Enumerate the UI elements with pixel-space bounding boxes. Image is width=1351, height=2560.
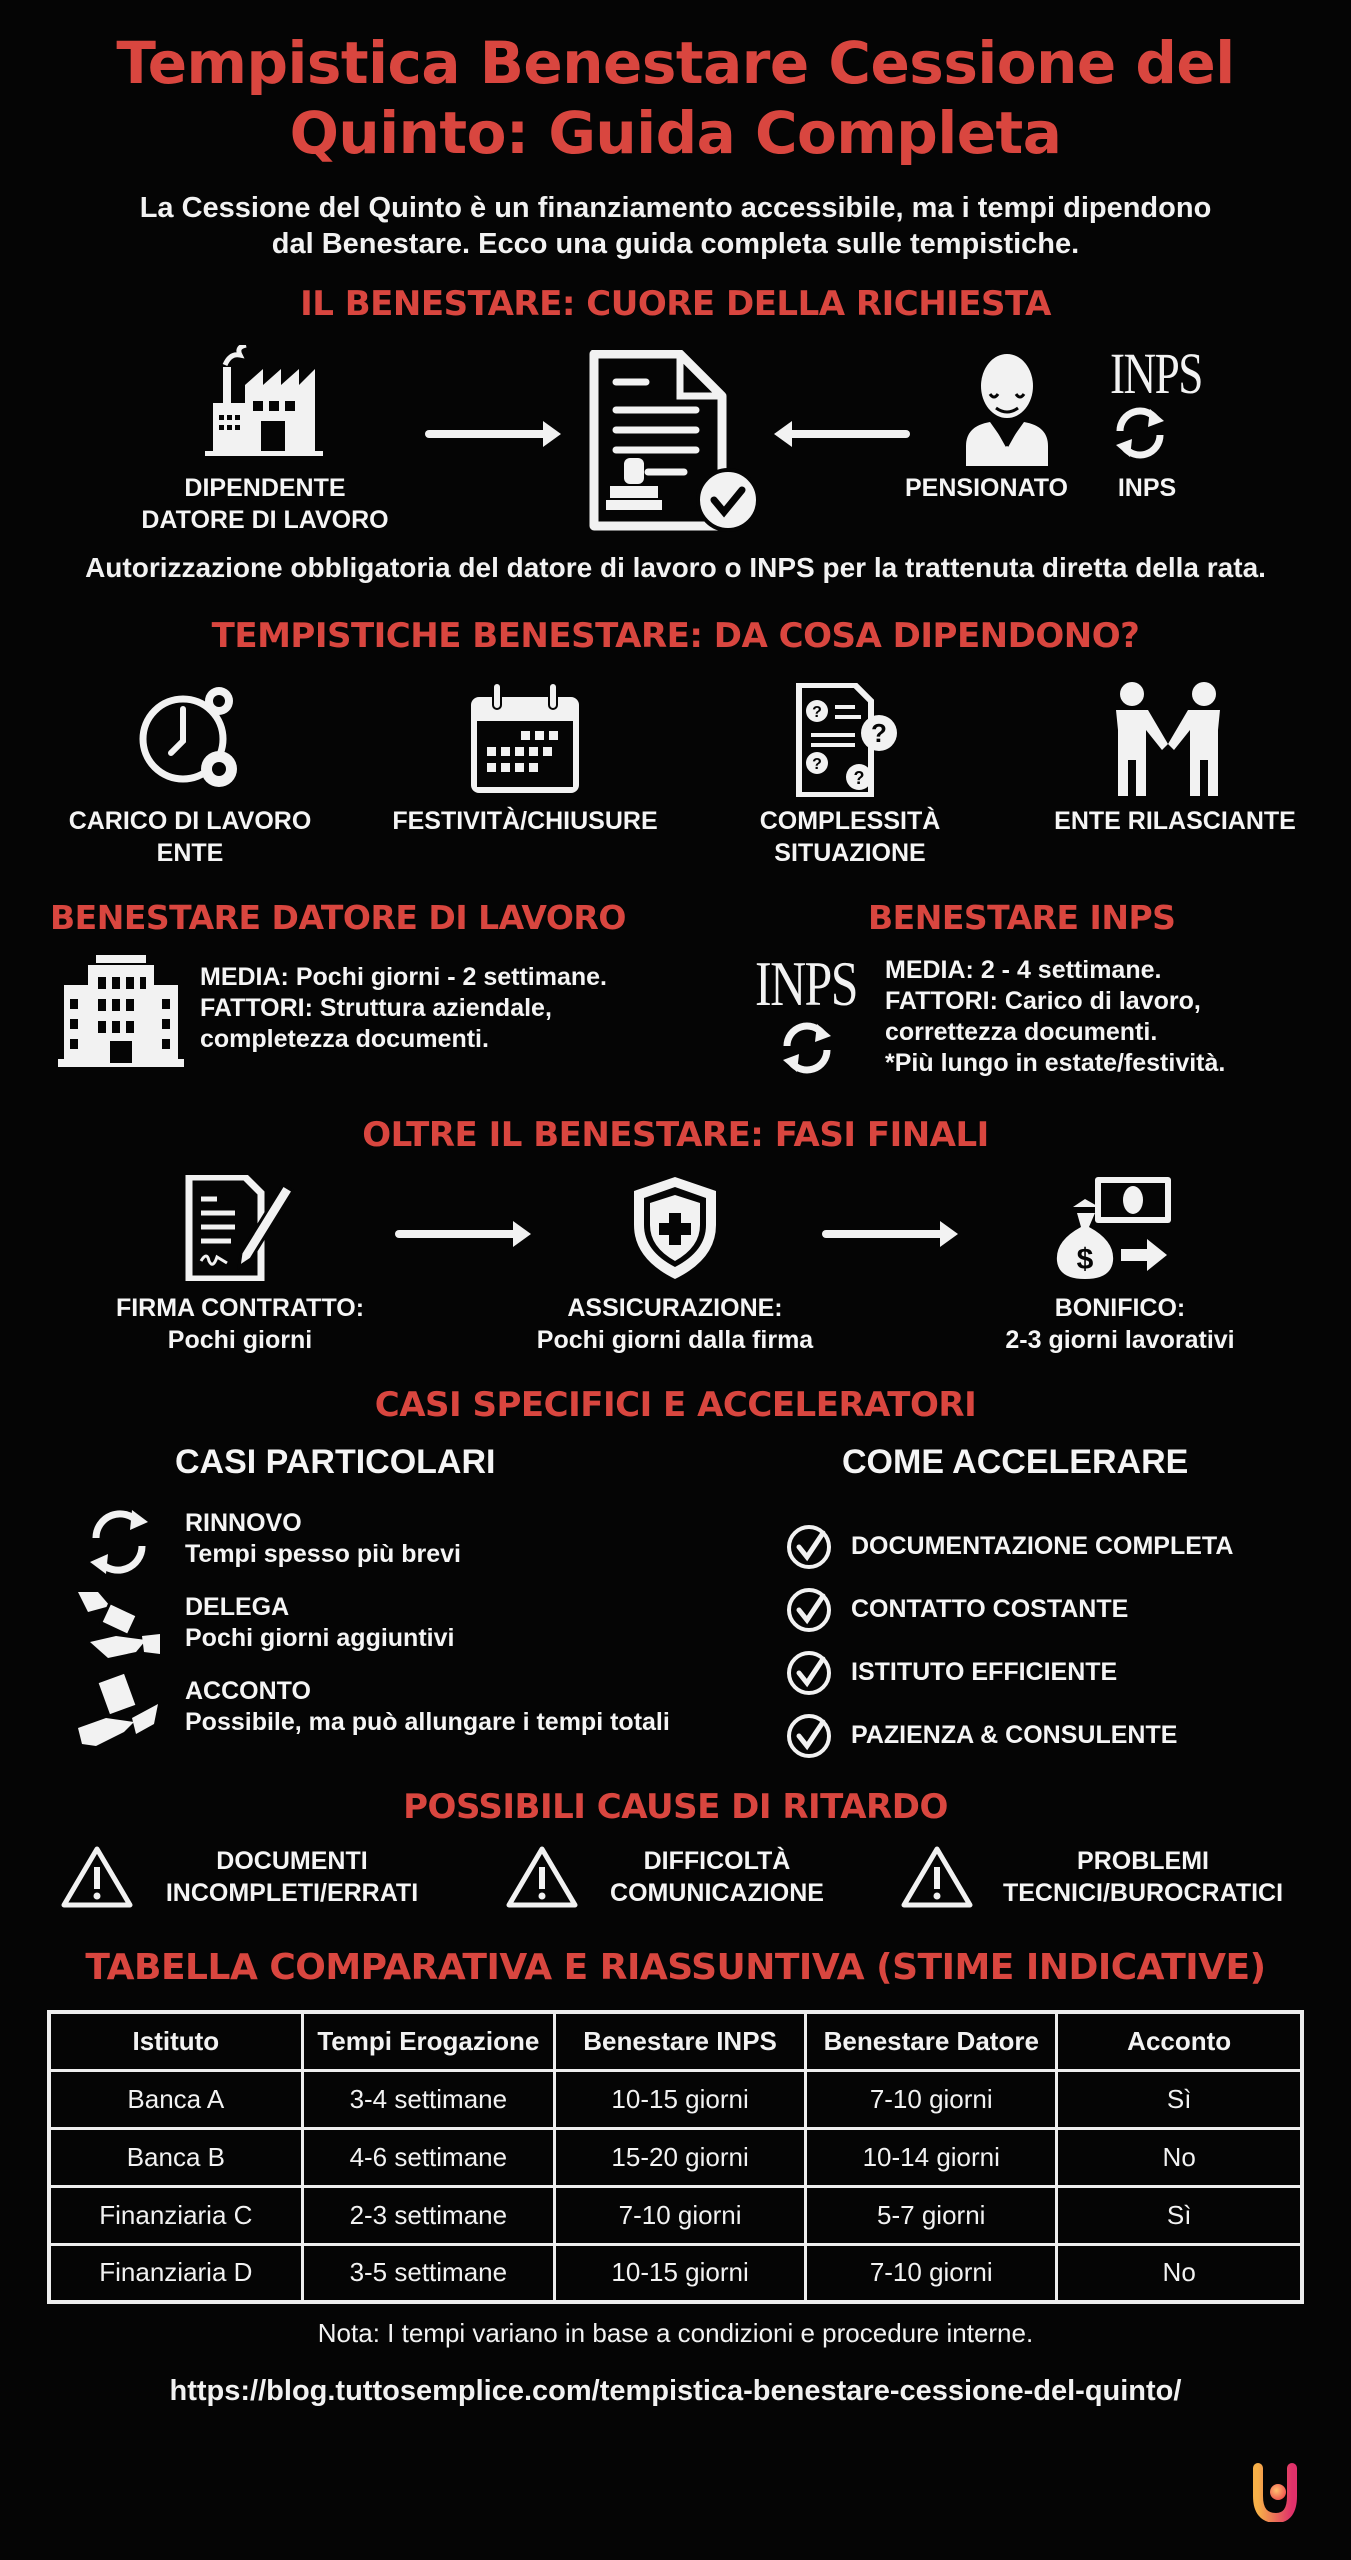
intro-text — [0, 190, 1351, 262]
factor-label-carico — [40, 805, 340, 869]
table-row — [49, 2128, 1302, 2186]
table-cell: No — [1057, 2244, 1302, 2302]
warning-icon — [900, 1845, 974, 1909]
case-title: DELEGA — [185, 1593, 290, 1621]
table-cell: Finanziaria D — [49, 2244, 302, 2302]
accelerare-item — [785, 1641, 1325, 1704]
arrow-right-icon — [425, 430, 555, 438]
comparison-table — [47, 2010, 1304, 2304]
delay-label — [978, 1845, 1308, 1909]
inps-line: *Più lungo in estate/festività. — [885, 1049, 1226, 1077]
inps-line: MEDIA: 2 - 4 settimane. — [885, 956, 1162, 984]
factor-label-complessita — [700, 805, 1000, 869]
inps-logo-icon — [755, 948, 886, 1076]
table-cell: Banca A — [49, 2070, 302, 2128]
document-stamp-check-icon — [588, 350, 760, 532]
source-url-link[interactable]: https://blog.tuttosemplice.com/tempistica-benestare-cessione-del-quinto/ — [169, 2375, 1182, 2407]
label-pensionato: PENSIONATO — [905, 474, 1068, 502]
table-note: Nota: I tempi variano in base a condizioni e procedure interne. — [317, 2318, 1034, 2348]
case-title: ACCONTO — [185, 1677, 311, 1705]
delay-line: INCOMPLETI/ERRATI — [165, 1879, 419, 1907]
check-circle-icon — [785, 1523, 833, 1571]
accelerare-item — [785, 1578, 1325, 1641]
accelerare-item — [785, 1515, 1325, 1578]
intro-line-1: La Cessione del Quinto è un finanziamento accessibile, ma i tempi dipendono — [139, 192, 1212, 224]
accelerare-item — [785, 1704, 1325, 1767]
check-circle-icon — [785, 1586, 833, 1634]
hand-cash-icon — [76, 1672, 160, 1748]
step-bonifico — [960, 1292, 1280, 1356]
document-questions-icon — [795, 683, 905, 797]
inps-logo-text: INPS — [755, 948, 857, 1019]
table-cell: 10-15 giorni — [554, 2070, 805, 2128]
label-inps: INPS — [1117, 474, 1177, 502]
tuttosemplice-logo — [1250, 2462, 1300, 2522]
case-detail: Possibile, ma può allungare i tempi totali — [185, 1708, 670, 1736]
table-cell: 7-10 giorni — [806, 2070, 1057, 2128]
heading-benestare-inps: BENESTARE INPS — [868, 898, 1176, 937]
table-cell: Finanziaria C — [49, 2186, 302, 2244]
accelerare-label: DOCUMENTAZIONE COMPLETA — [851, 1532, 1234, 1560]
delay-line: DIFFICOLTÀ — [643, 1847, 791, 1875]
section-heading-delays: POSSIBILI CAUSE DI RITARDO — [403, 1787, 948, 1827]
delay-line: DOCUMENTI — [216, 1847, 368, 1875]
case-acconto — [185, 1676, 670, 1738]
clock-gears-icon — [135, 683, 249, 795]
factor-line: FESTIVITÀ/CHIUSURE — [392, 807, 658, 835]
step-detail: 2-3 giorni lavorativi — [1005, 1326, 1235, 1354]
inps-logo-text: INPS — [1110, 341, 1202, 406]
step-assicurazione — [500, 1292, 850, 1356]
table-row — [49, 2070, 1302, 2128]
table-cell: 7-10 giorni — [806, 2244, 1057, 2302]
inps-details — [885, 955, 1225, 1079]
factory-icon — [205, 345, 323, 457]
section-heading-table: TABELLA COMPARATIVA E RIASSUNTIVA (STIME INDICATIVE) — [85, 1947, 1266, 1988]
step-detail: Pochi giorni — [167, 1326, 313, 1354]
step-detail: Pochi giorni dalla firma — [536, 1326, 814, 1354]
delay-label — [142, 1845, 442, 1909]
column-header: Istituto — [49, 2012, 302, 2070]
svg-text:?: ? — [853, 768, 865, 788]
case-delega — [185, 1592, 454, 1654]
table-row — [49, 2244, 1302, 2302]
benestare-description: Autorizzazione obbligatoria del datore di lavoro o INPS per la trattenuta diretta della rata. — [85, 552, 1266, 583]
inps-line: correttezza documenti. — [885, 1018, 1158, 1046]
label-dipendente — [115, 472, 415, 536]
delay-line: PROBLEMI — [1077, 1847, 1209, 1875]
table-cell: Sì — [1057, 2186, 1302, 2244]
title-line-2: Quinto: Guida Completa — [289, 99, 1062, 167]
section-heading-cases: CASI SPECIFICI E ACCELERATORI — [374, 1385, 977, 1425]
step-title: BONIFICO: — [1054, 1294, 1186, 1322]
factor-line: ENTE RILASCIANTE — [1054, 807, 1296, 835]
step-title: ASSICURAZIONE: — [567, 1294, 783, 1322]
step-firma — [80, 1292, 400, 1356]
section-heading-factors: TEMPISTICHE BENESTARE: DA COSA DIPENDONO? — [211, 616, 1140, 656]
delay-label — [587, 1845, 847, 1909]
datore-line: completezza documenti. — [200, 1025, 489, 1053]
step-title: FIRMA CONTRATTO: — [115, 1294, 365, 1322]
heading-benestare-datore: BENESTARE DATORE DI LAVORO — [50, 898, 626, 937]
svg-text:?: ? — [812, 756, 822, 773]
section-heading-final: OLTRE IL BENESTARE: FASI FINALI — [362, 1115, 989, 1155]
delay-line: TECNICI/BUROCRATICI — [1002, 1879, 1284, 1907]
warning-icon — [505, 1845, 579, 1909]
accelerare-label: PAZIENZA & CONSULENTE — [851, 1721, 1178, 1749]
table-cell: 3-4 settimane — [302, 2070, 554, 2128]
factor-line: ENTE — [156, 839, 224, 867]
accelerare-label: ISTITUTO EFFICIENTE — [851, 1658, 1118, 1686]
factor-line: CARICO DI LAVORO — [68, 807, 312, 835]
handshake-icon — [1110, 680, 1226, 796]
warning-icon — [60, 1845, 134, 1909]
money-transfer-icon — [1055, 1175, 1175, 1279]
svg-text:?: ? — [871, 718, 887, 748]
table-cell: 2-3 settimane — [302, 2186, 554, 2244]
table-cell: No — [1057, 2128, 1302, 2186]
table-cell: 5-7 giorni — [806, 2186, 1057, 2244]
case-rinnovo — [185, 1508, 461, 1570]
case-title: RINNOVO — [185, 1509, 302, 1537]
delay-item — [60, 1845, 460, 1909]
column-header: Tempi Erogazione — [302, 2012, 554, 2070]
case-detail: Tempi spesso più brevi — [185, 1540, 462, 1568]
table-cell: Banca B — [49, 2128, 302, 2186]
factor-label-festivita — [370, 805, 680, 837]
column-header: Benestare Datore — [806, 2012, 1057, 2070]
intro-line-2: dal Benestare. Ecco una guida completa sulle tempistiche. — [271, 228, 1080, 260]
datore-details — [200, 962, 607, 1055]
section-heading-benestare: IL BENESTARE: CUORE DELLA RICHIESTA — [300, 284, 1051, 324]
table-cell: 3-5 settimane — [302, 2244, 554, 2302]
arrow-right-icon — [395, 1230, 525, 1238]
factor-label-ente — [1020, 805, 1330, 837]
datore-line: FATTORI: Struttura aziendale, — [200, 994, 552, 1022]
check-circle-icon — [785, 1649, 833, 1697]
column-header: Acconto — [1057, 2012, 1302, 2070]
table-cell: 10-14 giorni — [806, 2128, 1057, 2186]
factor-line: SITUAZIONE — [774, 839, 926, 867]
table-row — [49, 2186, 1302, 2244]
datore-line: MEDIA: Pochi giorni - 2 settimane. — [200, 963, 607, 991]
calendar-icon — [467, 683, 583, 795]
delay-item — [505, 1845, 885, 1909]
table-header-row — [49, 2012, 1302, 2070]
check-circle-icon — [785, 1712, 833, 1760]
delay-line: COMUNICAZIONE — [610, 1879, 824, 1907]
svg-text:?: ? — [812, 704, 822, 721]
contract-sign-icon — [185, 1175, 297, 1281]
factor-line: COMPLESSITÀ — [759, 807, 941, 835]
inps-logo-icon — [1110, 341, 1228, 461]
case-detail: Pochi giorni aggiuntivi — [185, 1624, 455, 1652]
table-cell: 4-6 settimane — [302, 2128, 554, 2186]
office-building-icon — [58, 955, 184, 1067]
hand-money-icon — [76, 1590, 160, 1660]
svg-text:$: $ — [1076, 1243, 1094, 1276]
heading-casi-particolari: CASI PARTICOLARI — [175, 1443, 496, 1481]
renew-icon — [82, 1508, 156, 1576]
accelerare-list — [785, 1515, 1325, 1767]
accelerare-label: CONTATTO COSTANTE — [851, 1595, 1129, 1623]
label-line: DIPENDENTE — [184, 474, 346, 502]
column-header: Benestare INPS — [554, 2012, 805, 2070]
table-cell: 15-20 giorni — [554, 2128, 805, 2186]
heading-come-accelerare: COME ACCELERARE — [842, 1443, 1189, 1481]
table-cell: 7-10 giorni — [554, 2186, 805, 2244]
table-cell: 10-15 giorni — [554, 2244, 805, 2302]
inps-line: FATTORI: Carico di lavoro, — [885, 987, 1201, 1015]
shield-cross-icon — [630, 1175, 720, 1281]
arrow-right-icon — [822, 1230, 952, 1238]
label-line: DATORE DI LAVORO — [141, 506, 389, 534]
table-cell: Sì — [1057, 2070, 1302, 2128]
title-line-1: Tempistica Benestare Cessione del — [116, 29, 1235, 97]
pensioner-icon — [962, 350, 1052, 466]
delay-item — [900, 1845, 1330, 1909]
arrow-left-icon — [780, 430, 910, 438]
page-title — [0, 28, 1351, 168]
